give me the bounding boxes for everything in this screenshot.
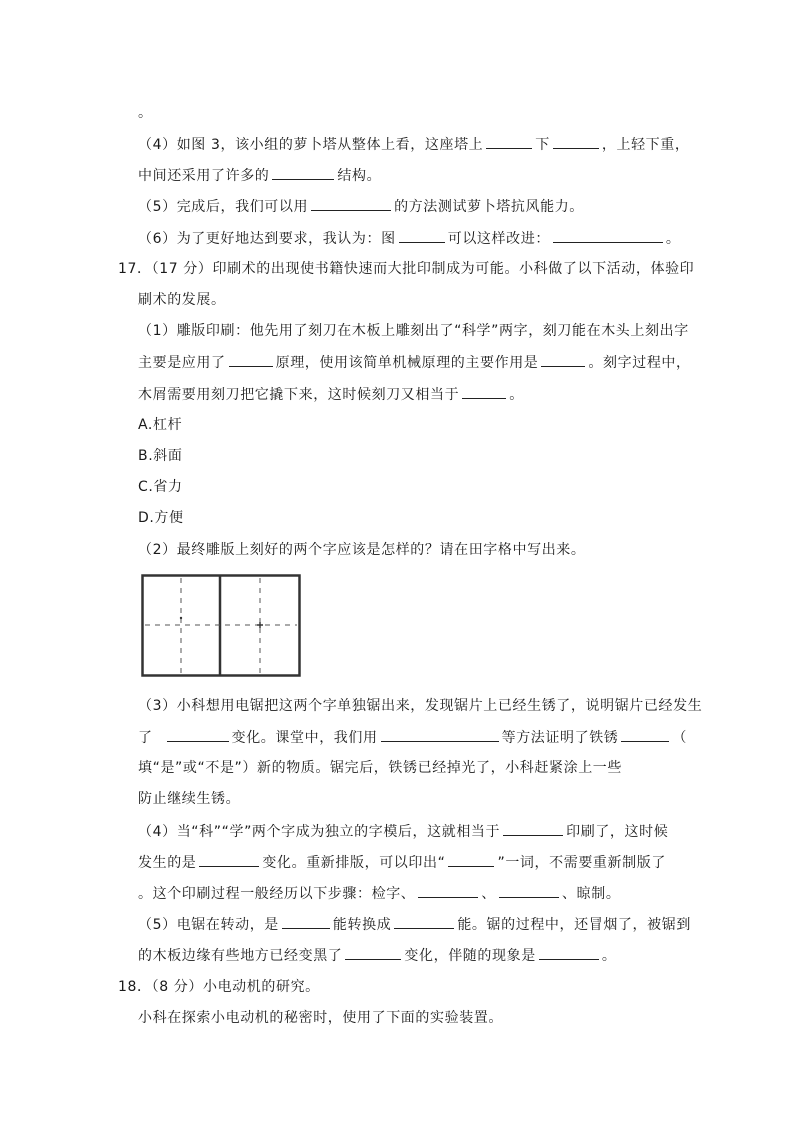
question-17-heading: 17．（17 分）印刷术的出现使书籍快速而大批印制成为可能。小科做了以下活动，体验印 [118, 261, 695, 277]
answer-blank[interactable] [541, 352, 585, 367]
text: 。 [509, 387, 524, 403]
question-17-1: （1）雕版印刷：他先用了刻刀在木板上雕刻出了“科学”两字，刻刀能在木头上刻出字 [138, 323, 689, 339]
question-17-2: （2）最终雕版上刻好的两个字应该是怎样的？请在田字格中写出来。 [138, 542, 586, 558]
text: 等方法证明了铁锈 [501, 730, 619, 746]
answer-blank[interactable] [553, 134, 599, 149]
answer-blank[interactable] [311, 196, 391, 211]
text: （5）电锯在转动，是 [138, 917, 279, 933]
text: 、 [481, 886, 497, 902]
text: （4）当“科”“学”两个字成为独立的字模后，这就相当于 [138, 824, 501, 840]
text: 结构。 [337, 168, 382, 184]
tian-zi-ge-grid[interactable] [141, 574, 301, 677]
answer-blank[interactable] [448, 852, 494, 867]
question-16-6 [138, 228, 681, 249]
text: 了 [138, 730, 153, 746]
text-line: 。 [138, 105, 153, 121]
text-line [138, 727, 687, 748]
option-b[interactable]: B.斜面 [138, 448, 183, 464]
text-line: 小科在探索小电动机的秘密时，使用了下面的实验装置。 [138, 1010, 503, 1026]
text-line [138, 352, 691, 373]
text: 。 [601, 948, 617, 964]
answer-blank[interactable] [486, 134, 532, 149]
text: 主要是应用了 [138, 355, 226, 371]
text: 可以这样改进： [447, 231, 550, 247]
question-18-heading: 18．（8 分）小电动机的研究。 [118, 979, 320, 995]
text: 。 [665, 231, 681, 247]
question-16-5 [138, 196, 584, 217]
text: 变化。重新排版，可以印出“ [262, 855, 446, 871]
text: 木屑需要用刻刀把它撬下来，这时候刻刀又相当于 [138, 387, 460, 403]
text: 能转换成 [332, 917, 392, 933]
text: ，上轻下重， [601, 137, 690, 153]
text-line [138, 883, 620, 904]
text: 、晾制。 [562, 886, 621, 902]
text: （ [672, 730, 688, 746]
answer-blank[interactable] [381, 727, 499, 742]
text: 印刷了，这时候 [566, 824, 669, 840]
question-17-4 [138, 821, 668, 842]
answer-blank[interactable] [418, 883, 478, 898]
text: ”一词，不需要重新制版了 [497, 855, 666, 871]
answer-blank[interactable] [539, 945, 599, 960]
text: （5）完成后，我们可以用 [138, 199, 309, 215]
text: 能。锯的过程中，还冒烟了，被锯到 [457, 917, 691, 933]
text: 。这个印刷过程一般经历以下步骤：检字、 [138, 886, 416, 902]
text: 变化，伴随的现象是 [404, 948, 536, 964]
answer-blank[interactable] [167, 727, 229, 742]
text-line [138, 852, 666, 873]
text: （6）为了更好地达到要求，我认为：图 [138, 231, 396, 247]
text: 。刻字过程中， [588, 355, 691, 371]
text: 原理，使用该简单机械原理的主要作用是 [275, 355, 539, 371]
answer-blank[interactable] [199, 852, 259, 867]
answer-blank[interactable] [394, 914, 454, 929]
answer-blank[interactable] [272, 165, 334, 180]
answer-blank[interactable] [462, 384, 506, 399]
answer-blank[interactable] [621, 727, 669, 742]
text-line: 防止继续生锈。 [138, 791, 241, 807]
answer-blank[interactable] [399, 228, 445, 243]
answer-blank[interactable] [553, 228, 663, 243]
text-line [138, 384, 524, 405]
text: 发生的是 [138, 855, 197, 871]
question-16-4 [138, 134, 689, 155]
text: 下 [535, 137, 550, 153]
text: （4）如图 3，该小组的萝卜塔从整体上看，这座塔上 [138, 137, 484, 153]
answer-blank[interactable] [503, 821, 563, 836]
answer-blank[interactable] [345, 945, 401, 960]
text-line: 填“是”或“不是”）新的物质。锯完后，铁锈已经掉光了，小科赶紧涂上一些 [138, 760, 623, 776]
text: 变化。课堂中，我们用 [231, 730, 378, 746]
option-c[interactable]: C.省力 [138, 479, 183, 495]
answer-blank[interactable] [499, 883, 559, 898]
tian-zi-ge-drawing [141, 574, 301, 677]
option-d[interactable]: D.方便 [138, 510, 184, 526]
text: 的木板边缘有些地方已经变黑了 [138, 948, 343, 964]
answer-blank[interactable] [229, 352, 273, 367]
text-line: 刷术的发展。 [138, 292, 226, 308]
text-line [138, 945, 616, 966]
text-line [138, 165, 381, 186]
question-17-5 [138, 914, 691, 935]
text: 的方法测试萝卜塔抗风能力。 [394, 199, 584, 215]
text: 中间还采用了许多的 [138, 168, 270, 184]
question-17-3: （3）小科想用电锯把这两个字单独锯出来，发现锯片上已经生锈了，说明锯片已经发生 [138, 698, 703, 714]
answer-blank[interactable] [282, 914, 330, 929]
option-a[interactable]: A.杠杆 [138, 417, 183, 433]
